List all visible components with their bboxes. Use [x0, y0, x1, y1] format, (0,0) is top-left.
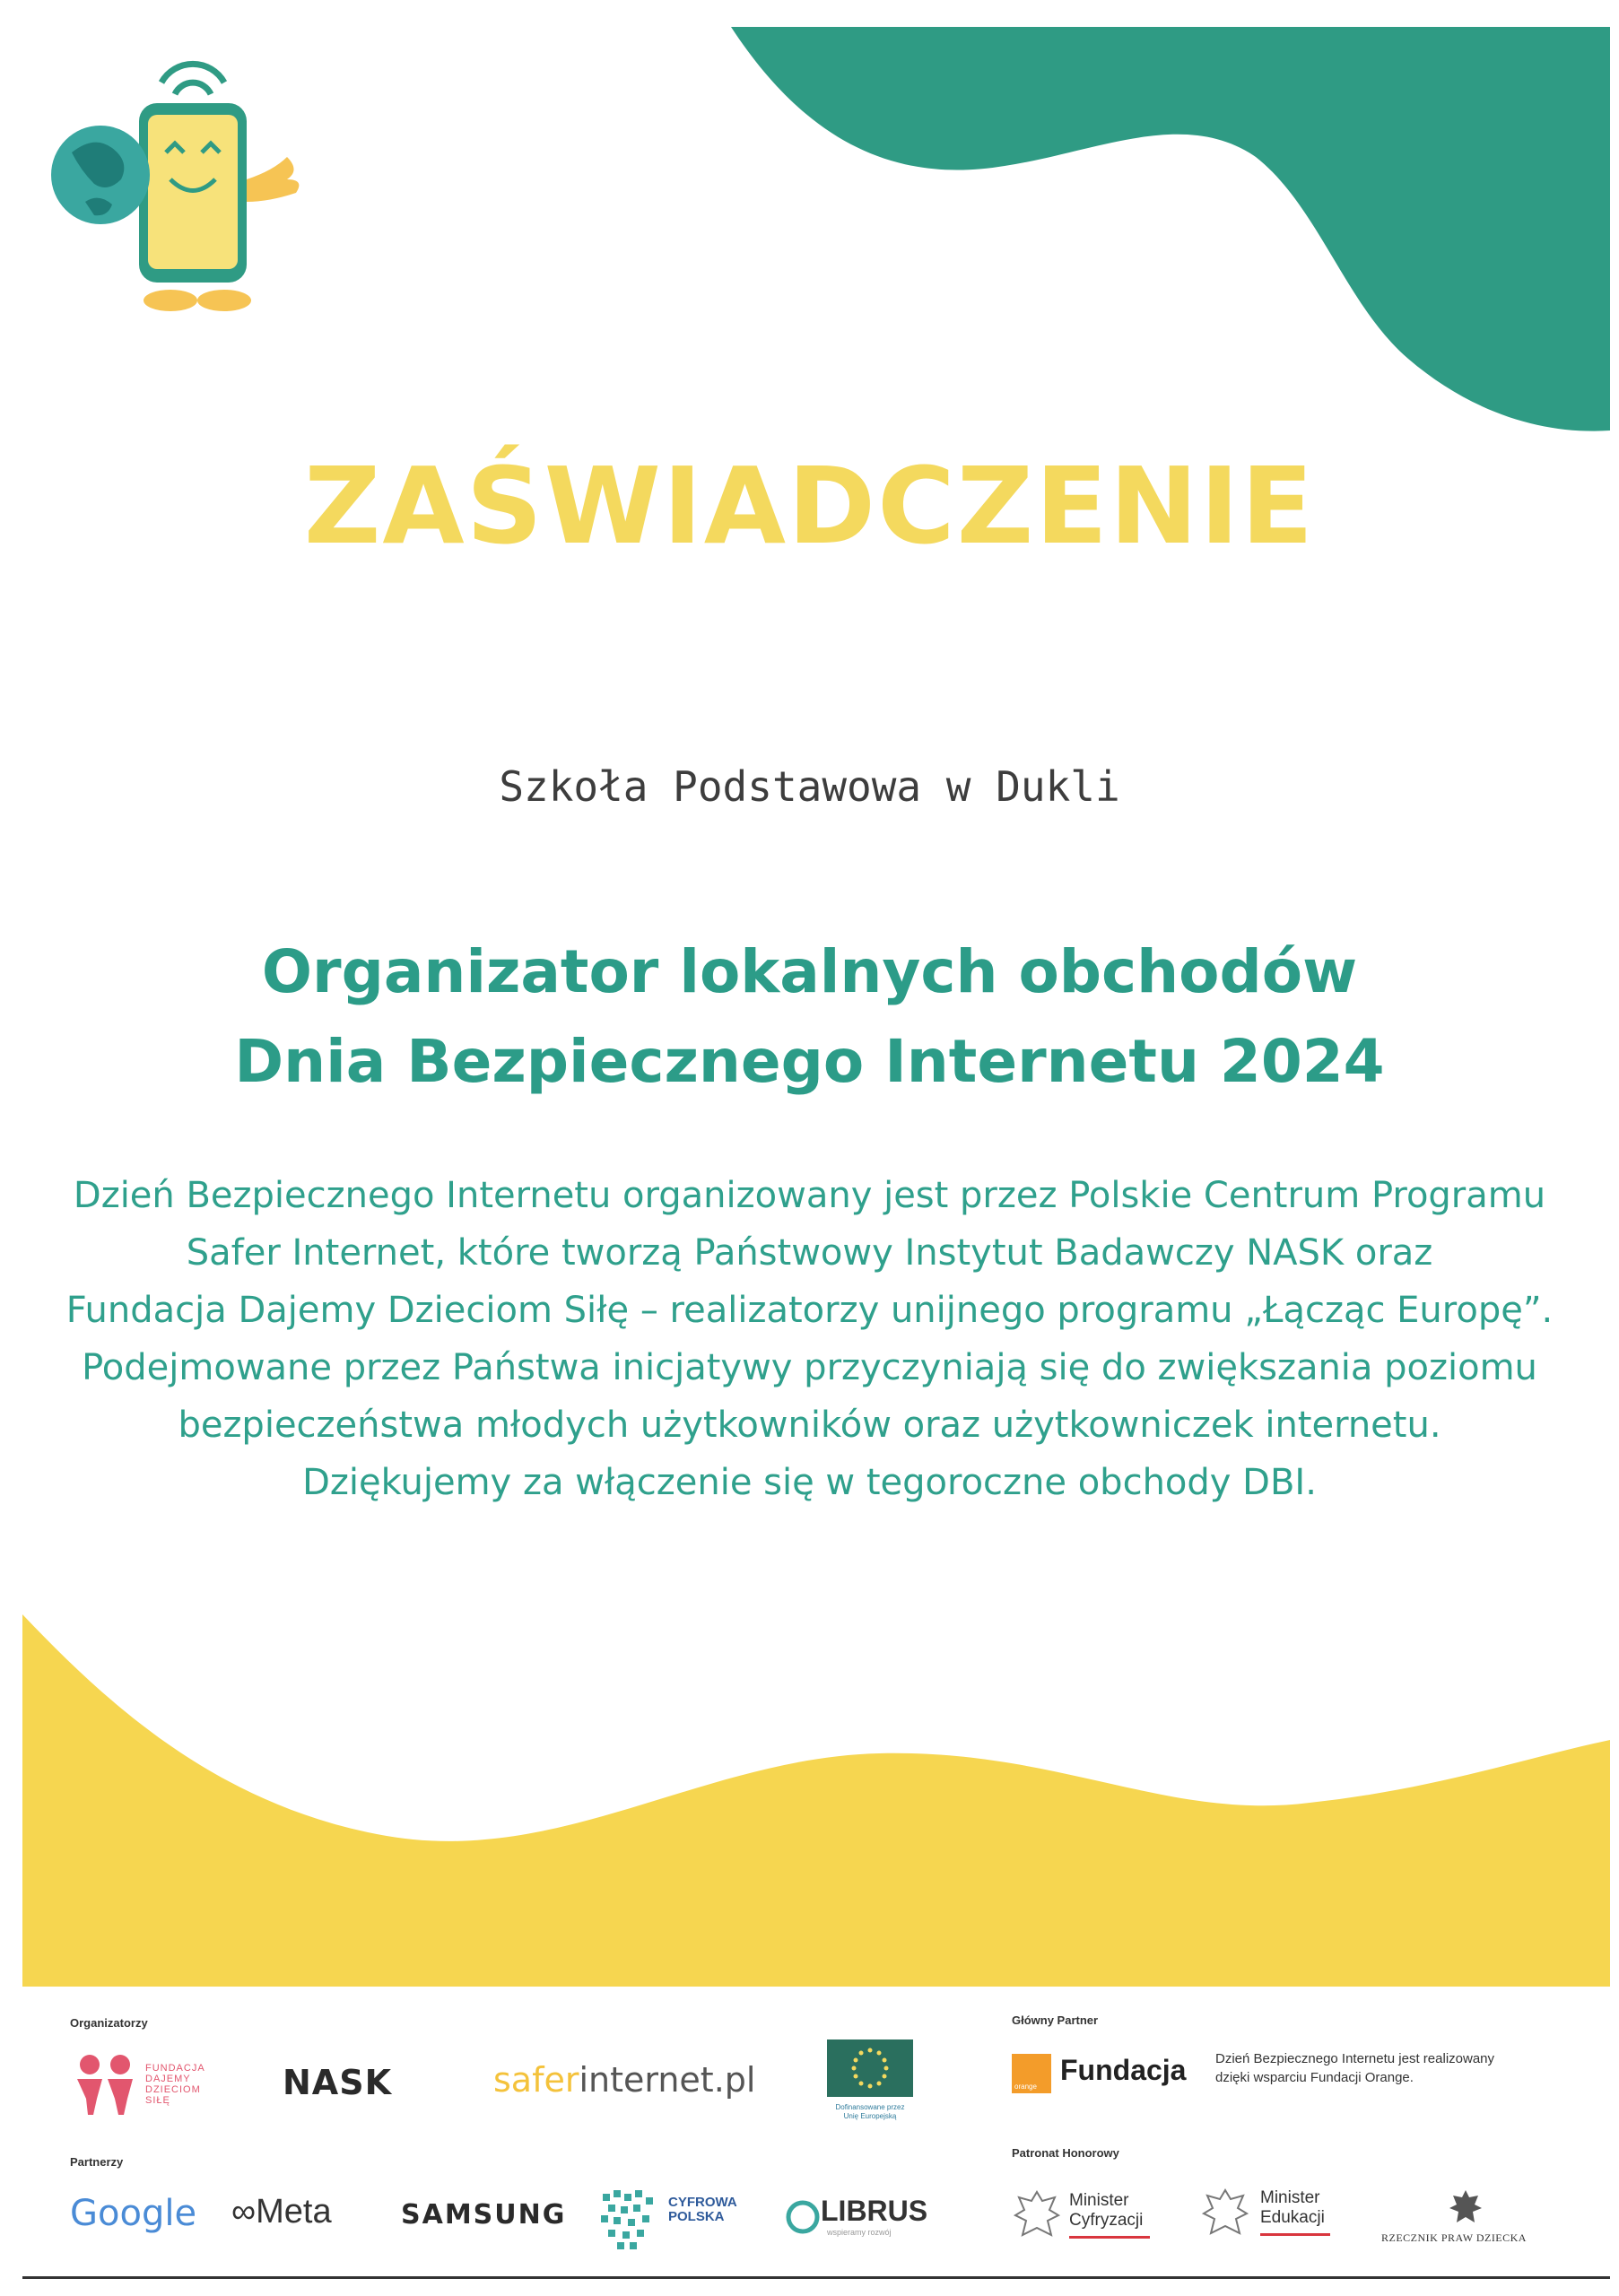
- librus-tagline: wspieramy rozwój: [827, 2228, 892, 2237]
- body-line: Dziękujemy za włączenie się w tegoroczne obchody DBI.: [302, 1462, 1317, 1503]
- mascot-phone-illustration: [45, 45, 341, 323]
- nask-logo: NASK: [283, 2063, 393, 2102]
- eagle-emblem-icon: [1448, 2188, 1484, 2226]
- saferinternet-logo: saferinternet.pl: [493, 2060, 756, 2100]
- librus-logo: LIBRUS: [821, 2195, 928, 2227]
- cyfrowa-polska-logo: CYFROWA POLSKA: [668, 2195, 737, 2224]
- organizers-label: Organizatorzy: [70, 2016, 148, 2030]
- minister-edukacji-logo: Minister Edukacji: [1260, 2188, 1330, 2236]
- fundacja-orange-logo: Fundacja: [1060, 2054, 1187, 2086]
- eu-caption: Dofinansowane przez Unię Europejską: [835, 2103, 905, 2120]
- body-line: Fundacja Dajemy Dzieciom Siłę – realizatorzy unijnego programu „Łącząc Europę”.: [65, 1290, 1554, 1331]
- samsung-logo: SAMSUNG: [401, 2199, 567, 2231]
- footer-divider: [22, 2276, 1610, 2279]
- librus-circle-icon: [785, 2199, 821, 2235]
- minister-cyfryzacji-logo: Minister Cyfryzacji: [1069, 2191, 1150, 2239]
- meta-logo: ∞Meta: [231, 2193, 332, 2231]
- eu-flag-icon: [827, 2039, 913, 2097]
- orange-sponsor-note: Dzień Bezpiecznego Internetu jest realizowany dzięki wsparciu Fundacji Orange.: [1215, 2051, 1495, 2085]
- main-partner-label: Główny Partner: [1012, 2013, 1099, 2027]
- meta-infinity-icon: ∞: [231, 2193, 257, 2231]
- orange-logo-square: orange: [1012, 2054, 1051, 2093]
- headline-line-1: Organizator lokalnych obchodów: [261, 937, 1358, 1006]
- google-logo: Google: [70, 2193, 197, 2234]
- certificate-title: ZAŚWIADCZENIE: [303, 444, 1316, 568]
- polish-eagle-icon: [1012, 2188, 1062, 2242]
- body-line: Dzień Bezpiecznego Internetu organizowany jest przez Polskie Centrum Programu: [73, 1175, 1546, 1216]
- body-line: bezpieczeństwa młodych użytkowników oraz użytkowniczek internetu.: [178, 1405, 1441, 1446]
- cyfrowa-polska-pixel-icon: [599, 2188, 662, 2251]
- honorary-patronage-label: Patronat Honorowy: [1012, 2146, 1119, 2160]
- partners-label: Partnerzy: [70, 2155, 124, 2169]
- polish-eagle-icon: [1200, 2187, 1250, 2240]
- school-name: Szkoła Podstawowa w Dukli: [499, 762, 1120, 811]
- fdds-logo: FUNDACJA DAJEMY DZIECIOM SIŁĘ: [145, 2063, 205, 2106]
- body-line: Safer Internet, które tworzą Państwowy Instytut Badawczy NASK oraz: [186, 1232, 1433, 1274]
- headline-line-2: Dnia Bezpiecznego Internetu 2024: [234, 1027, 1385, 1096]
- rzecznik-praw-dziecka-logo: RZECZNIK PRAW DZIECKA: [1381, 2231, 1527, 2244]
- body-line: Podejmowane przez Państwa inicjatywy przyczyniają się do zwiększania poziomu: [82, 1347, 1537, 1388]
- fdds-children-icon: [70, 2052, 142, 2117]
